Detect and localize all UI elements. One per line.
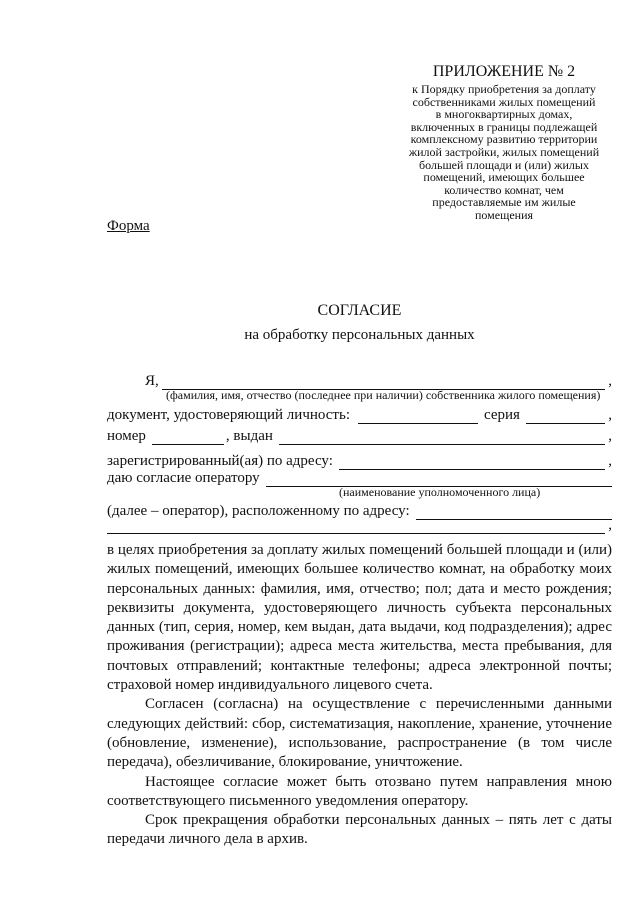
comma: ,	[608, 453, 612, 469]
appendix-line: комплексному развитию территории	[410, 132, 598, 147]
issued-by-blank[interactable]	[279, 429, 605, 445]
i-label: Я,	[145, 373, 159, 389]
registered-label: зарегистрированный(ая) по адресу:	[107, 453, 333, 469]
paragraph-purpose: в целях приобретения за доплату жилых помещений большей площади и (или) жилых помещений, имеющих большее количество комнат, на обработку моих персональных данных: фамилия, имя, отчество; пол; дата и место рождения; реквизиты документа, удостоверяющего личность субъекта персональных данных (тип, серия, номер, кем выдан, дата выдачи, код подразделения); адрес проживания (регистрации); адреса места жительства, места пребывания, для почтовых отправлений; контактные телефоны; адреса электронной почты; страховой номер индивидуального лицевого счета.	[107, 542, 612, 694]
operator-line	[107, 467, 612, 487]
document-type-blank[interactable]	[358, 408, 478, 424]
operator-address-label: (далее – оператор), расположенному по адресу:	[107, 503, 410, 519]
paragraph-term: Срок прекращения обработки персональных данных – пять лет с даты передачи личного дела в архив.	[107, 812, 612, 848]
appendix-header	[390, 62, 618, 222]
appendix-line: большей площади и (или) жилых	[419, 157, 589, 172]
appendix-line: к Порядку приобретения за доплату	[412, 82, 596, 96]
paragraph-revocation: Настоящее согласие может быть отозвано путем направления мною соответствующего письменного уведомления оператору.	[107, 773, 612, 809]
appendix-line: жилой застройки, жилых помещений	[408, 144, 600, 159]
consent-body	[107, 541, 612, 850]
form-label: Форма	[107, 218, 150, 234]
comma: ,	[608, 407, 612, 423]
issued-label: , выдан	[225, 428, 273, 444]
document-title: СОГЛАСИЕ	[317, 302, 402, 319]
document-title-block	[107, 301, 612, 345]
consent-label: даю согласие оператору	[107, 470, 260, 486]
appendix-line: включенных в границы подлежащей	[410, 119, 598, 134]
appendix-line: в многоквартирных домах,	[435, 107, 573, 122]
number-line	[107, 425, 612, 445]
operator-address-line-2	[107, 514, 612, 534]
appendix-line: собственниками жилых помещений	[412, 94, 596, 109]
document-label: документ, удостоверяющий личность:	[107, 407, 350, 423]
document-subtitle: на обработку персональных данных	[244, 327, 475, 343]
number-blank[interactable]	[152, 429, 224, 445]
full-name-line	[145, 370, 612, 390]
appendix-line: помещений, имеющих большее	[423, 170, 585, 185]
series-label: серия	[483, 407, 520, 423]
number-label: номер	[107, 428, 146, 444]
comma: ,	[608, 517, 612, 533]
operator-hint: (наименование уполномоченного лица)	[339, 485, 541, 499]
appendix-title: ПРИЛОЖЕНИЕ № 2	[432, 63, 576, 80]
appendix-line: количество комнат, чем	[444, 182, 564, 197]
appendix-line: помещения	[474, 207, 534, 222]
appendix-line: предоставляемые им жилые	[432, 195, 576, 210]
paragraph-actions: Согласен (согласна) на осуществление с перечисленными данными следующих действий: сбор, систематизация, накопление, хранение, уточнение (обновление, изменение), использование, распространение (в том числе передача), обезличивание, блокирование, уничтожение.	[107, 696, 612, 771]
comma: ,	[608, 428, 612, 444]
comma: ,	[608, 373, 612, 389]
document-line	[107, 404, 612, 424]
operator-address-blank-2[interactable]	[107, 518, 605, 534]
full-name-hint: (фамилия, имя, отчество (последнее при наличии) собственника жилого помещения)	[166, 388, 601, 402]
appendix-description	[390, 83, 618, 222]
series-blank[interactable]	[526, 408, 605, 424]
